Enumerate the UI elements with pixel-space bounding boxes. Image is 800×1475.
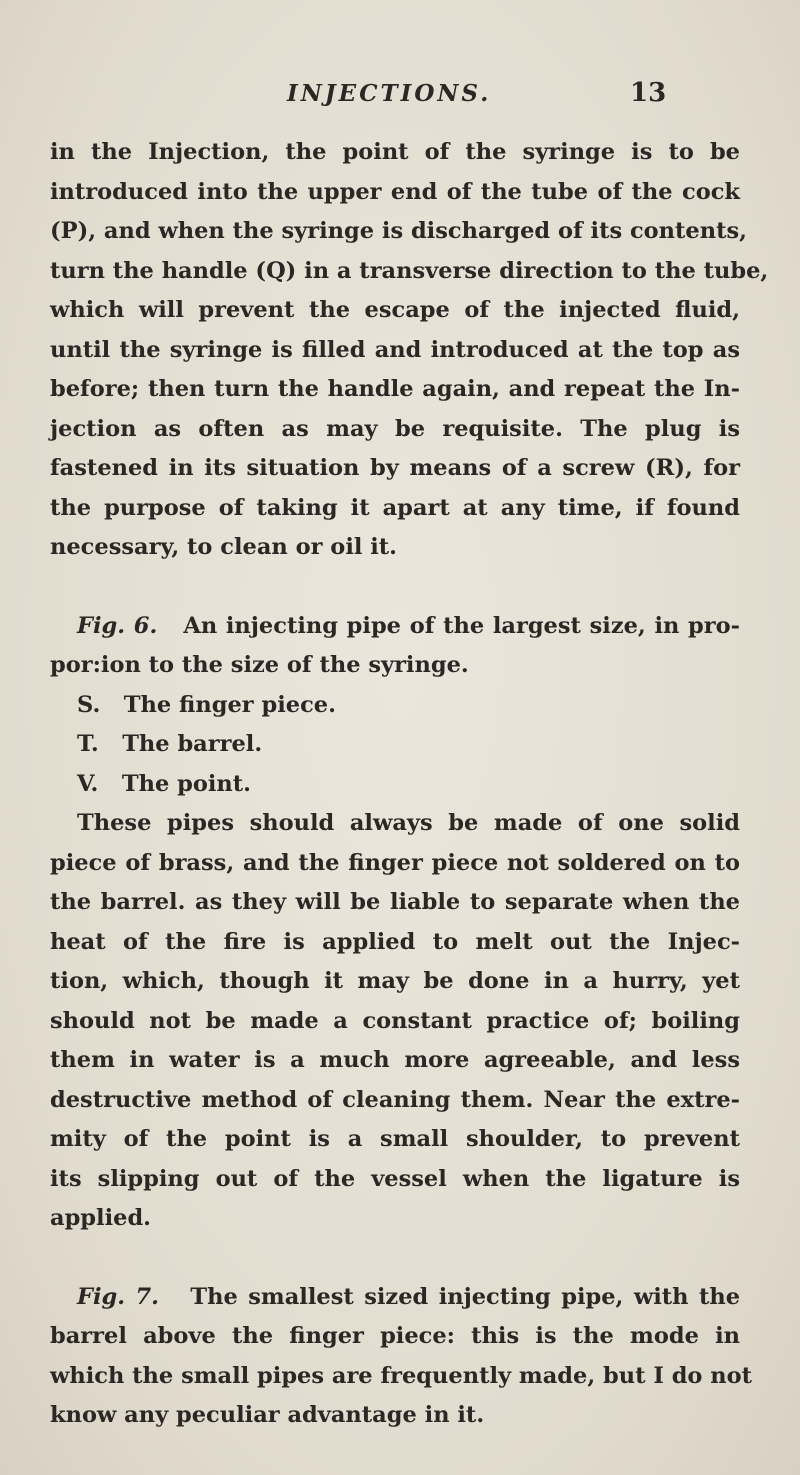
text-line: heat of the fire is applied to melt out the Injec-	[50, 928, 740, 955]
running-title: INJECTIONS.	[287, 80, 492, 107]
text-line: should not be made a constant practice of; boiling	[50, 1007, 740, 1034]
text-line: These pipes should always be made of one solid	[77, 810, 740, 836]
paragraph-gap	[50, 1239, 740, 1278]
text-line: them in water is a much more agreeable, and less	[50, 1047, 740, 1073]
text-line: mity of the point is a small shoulder, to prevent	[50, 1126, 740, 1152]
text-line: fastened in its situation by means of a screw (R), for	[50, 455, 740, 481]
legend-letter: V.	[77, 770, 99, 797]
text-line: the barrel. as they will be liable to separate when the	[50, 889, 740, 915]
text-line: piece of brass, and the finger piece not soldered on to	[50, 849, 740, 876]
legend-letter: T.	[77, 731, 99, 757]
text-line: (P), and when the syringe is discharged of its contents,	[50, 218, 747, 244]
text-line: turn the handle (Q) in a transverse direction to the tube,	[50, 257, 769, 284]
text-line: which will prevent the escape of the injected fluid,	[50, 297, 740, 323]
text-line: the purpose of taking it apart at any time, if found	[50, 494, 740, 521]
body-text	[50, 133, 769, 1436]
legend-item-s	[50, 686, 740, 726]
legend-letter: S.	[77, 691, 101, 718]
text-line: tion, which, though it may be done in a hurry, yet	[50, 968, 740, 994]
figure-6-text: An injecting pipe of the largest size, in pro-	[183, 612, 740, 639]
text-line: por:ion to the size of the syringe.	[50, 652, 469, 678]
text-line: jection as often as may be requisite. The plug is	[50, 415, 740, 442]
text-line: introduced into the upper end of the tube of the cock	[50, 178, 740, 205]
text-line: which the small pipes are frequently made, but I do not	[50, 1362, 753, 1389]
legend-text: The point.	[121, 770, 251, 797]
legend-item-v	[50, 765, 740, 805]
paragraph-syringe-use	[50, 133, 769, 568]
text-line: until the syringe is filled and introduced at the top as	[50, 336, 740, 363]
text-line: necessary, to clean or oil it.	[50, 534, 398, 560]
legend-text: The barrel.	[122, 731, 263, 757]
text-line: applied.	[50, 1205, 152, 1231]
paragraph-gap	[50, 568, 740, 607]
figure-7-text: The smallest sized injecting pipe, with the	[190, 1283, 741, 1310]
text-line: know any peculiar advantage in it.	[50, 1402, 485, 1428]
figure-7-caption	[50, 1278, 753, 1436]
figure-6-caption	[50, 607, 740, 805]
paragraph-pipes	[50, 804, 740, 1239]
figure-6-label: Fig. 6.	[77, 612, 158, 639]
text-line: in the Injection, the point of the syringe is to be	[50, 139, 740, 165]
figure-7-label: Fig. 7.	[77, 1283, 160, 1310]
text-line: before; then turn the handle again, and repeat the In-	[50, 376, 740, 402]
figure-6-first-line	[50, 607, 740, 647]
page-number: 13	[630, 78, 667, 108]
text-line: barrel above the finger piece: this is the mode in	[50, 1323, 740, 1349]
legend-text: The finger piece.	[123, 691, 336, 718]
figure-7-first-line	[50, 1278, 740, 1318]
text-line: destructive method of cleaning them. Near the extre-	[50, 1086, 740, 1113]
page-header	[0, 76, 800, 116]
legend-item-t	[50, 725, 740, 765]
text-line: its slipping out of the vessel when the ligature is	[50, 1165, 740, 1192]
